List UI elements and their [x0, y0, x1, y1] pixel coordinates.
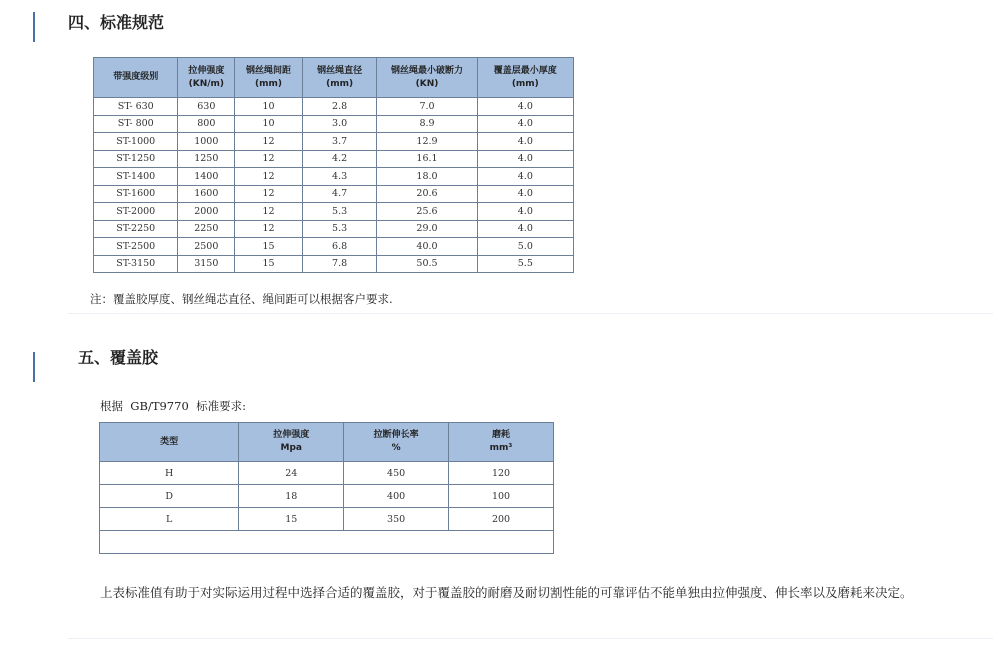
- table-cell: 10: [235, 98, 303, 116]
- table-cell: 15: [235, 255, 303, 273]
- spec-note: 注：覆盖胶厚度、钢丝绳芯直径、绳间距可以根据客户要求.: [90, 292, 393, 306]
- table-cell: ST- 800: [94, 115, 178, 133]
- header-strength-grade: 带强度级别: [94, 58, 178, 98]
- spec-table-row: [94, 203, 574, 221]
- table-cell: 25.6: [377, 203, 477, 221]
- cover-table-row: [100, 462, 554, 485]
- table-cell: 1400: [178, 168, 235, 186]
- table-cell: ST-1400: [94, 168, 178, 186]
- table-cell: ST-1600: [94, 185, 178, 203]
- table-cell: 2000: [178, 203, 235, 221]
- spec-table-row: [94, 115, 574, 133]
- header-cord-pitch: 钢丝绳间距 (mm): [235, 58, 303, 98]
- table-cell: ST-1250: [94, 150, 178, 168]
- table-cell: H: [100, 462, 239, 485]
- table-cell: 3.7: [302, 133, 377, 151]
- table-cell: D: [100, 485, 239, 508]
- section-4-title: 四、标准规范: [68, 13, 165, 32]
- table-cell: 630: [178, 98, 235, 116]
- table-cell: 2500: [178, 238, 235, 256]
- header-abrasion: 磨耗 mm³: [449, 423, 554, 462]
- table-cell: 15: [239, 508, 344, 531]
- section-divider-1: [68, 313, 993, 314]
- table-cell: 29.0: [377, 220, 477, 238]
- table-cell: ST-2250: [94, 220, 178, 238]
- table-cell: 1000: [178, 133, 235, 151]
- table-cell: 7.0: [377, 98, 477, 116]
- spec-table-row: [94, 150, 574, 168]
- header-tensile-mpa: 拉伸强度 Mpa: [239, 423, 344, 462]
- table-cell: 3150: [178, 255, 235, 273]
- table-cell: ST-1000: [94, 133, 178, 151]
- table-cell: 50.5: [377, 255, 477, 273]
- table-cell: 8.9: [377, 115, 477, 133]
- table-cell: 18.0: [377, 168, 477, 186]
- spec-table-row: [94, 185, 574, 203]
- belt-spec-table: [93, 57, 574, 273]
- table-cell: 5.5: [477, 255, 573, 273]
- table-cell: 4.0: [477, 168, 573, 186]
- table-cell: ST-3150: [94, 255, 178, 273]
- cover-table-row: [100, 508, 554, 531]
- empty-cell: [100, 531, 554, 554]
- table-cell: 2250: [178, 220, 235, 238]
- table-cell: 12.9: [377, 133, 477, 151]
- table-cell: 12: [235, 150, 303, 168]
- table-cell: 7.8: [302, 255, 377, 273]
- header-min-breaking-force: 钢丝绳最小破断力 (KN): [377, 58, 477, 98]
- table-cell: 6.8: [302, 238, 377, 256]
- table-cell: 4.7: [302, 185, 377, 203]
- table-cell: 350: [344, 508, 449, 531]
- table-cell: 16.1: [377, 150, 477, 168]
- table-cell: 18: [239, 485, 344, 508]
- table-cell: 3.0: [302, 115, 377, 133]
- table-cell: 4.0: [477, 150, 573, 168]
- section-5-accent-bar: [33, 352, 35, 382]
- table-cell: L: [100, 508, 239, 531]
- cover-header-row: [100, 423, 554, 462]
- table-cell: 4.0: [477, 203, 573, 221]
- table-cell: 12: [235, 203, 303, 221]
- spec-table-row: [94, 220, 574, 238]
- table-cell: 40.0: [377, 238, 477, 256]
- standard-intro: 根据 GB/T9770 标准要求:: [100, 399, 246, 413]
- table-cell: 450: [344, 462, 449, 485]
- section-5-title: 五、覆盖胶: [78, 348, 159, 367]
- table-cell: 5.0: [477, 238, 573, 256]
- table-cell: 1600: [178, 185, 235, 203]
- table-cell: 4.0: [477, 185, 573, 203]
- table-cell: 12: [235, 220, 303, 238]
- spec-table-row: [94, 255, 574, 273]
- spec-table-row: [94, 168, 574, 186]
- table-cell: 4.0: [477, 133, 573, 151]
- cover-table-row: [100, 485, 554, 508]
- table-cell: 15: [235, 238, 303, 256]
- table-cell: 4.3: [302, 168, 377, 186]
- spec-table-row: [94, 133, 574, 151]
- table-cell: 5.3: [302, 203, 377, 221]
- section-4-accent-bar: [33, 12, 35, 42]
- cover-rubber-table: [99, 422, 554, 554]
- spec-table-row: [94, 98, 574, 116]
- table-cell: 10: [235, 115, 303, 133]
- table-cell: 12: [235, 133, 303, 151]
- table-cell: 20.6: [377, 185, 477, 203]
- table-cell: 4.0: [477, 98, 573, 116]
- header-tensile-strength: 拉伸强度 (KN/m): [178, 58, 235, 98]
- table-cell: 24: [239, 462, 344, 485]
- table-cell: 800: [178, 115, 235, 133]
- table-cell: 12: [235, 168, 303, 186]
- table-cell: 100: [449, 485, 554, 508]
- table-cell: 12: [235, 185, 303, 203]
- table-cell: 120: [449, 462, 554, 485]
- cover-rubber-paragraph: 上表标准值有助于对实际运用过程中选择合适的覆盖胶，对于覆盖胶的耐磨及耐切割性能的可靠评估不能单独由拉伸强度、伸长率以及磨耗来决定。: [100, 585, 913, 600]
- section-divider-2: [68, 638, 993, 639]
- table-cell: 1250: [178, 150, 235, 168]
- table-cell: ST-2500: [94, 238, 178, 256]
- table-cell: 4.0: [477, 115, 573, 133]
- table-cell: 5.3: [302, 220, 377, 238]
- table-cell: 4.2: [302, 150, 377, 168]
- header-min-cover-thickness: 覆盖层最小厚度 (mm): [477, 58, 573, 98]
- belt-spec-header-row: [94, 58, 574, 98]
- table-cell: ST-2000: [94, 203, 178, 221]
- header-elongation: 拉断伸长率 %: [344, 423, 449, 462]
- table-cell: 4.0: [477, 220, 573, 238]
- spec-table-row: [94, 238, 574, 256]
- header-type: 类型: [100, 423, 239, 462]
- table-cell: 2.8: [302, 98, 377, 116]
- empty-table-row: [100, 531, 554, 554]
- header-cord-diameter: 钢丝绳直径 (mm): [302, 58, 377, 98]
- table-cell: 400: [344, 485, 449, 508]
- table-cell: 200: [449, 508, 554, 531]
- table-cell: ST- 630: [94, 98, 178, 116]
